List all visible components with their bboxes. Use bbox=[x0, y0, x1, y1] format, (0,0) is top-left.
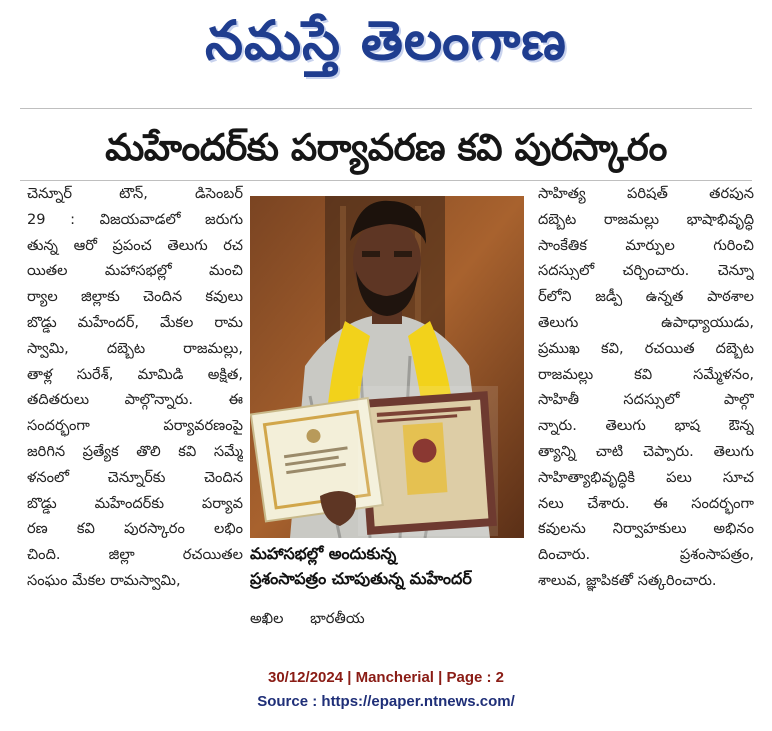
article-photo bbox=[250, 196, 524, 538]
article-line: న్నారు. తెలుగు భాష ఔన్న bbox=[538, 417, 754, 435]
bottom-word-2: భారతీయ bbox=[310, 610, 365, 627]
article-line: సంఘం మేకల రామస్వామి, bbox=[27, 571, 181, 589]
article-line: తదితరులు పాల్గొన్నారు. ఈ bbox=[27, 391, 243, 409]
masthead-rule bbox=[20, 108, 752, 109]
article-line: తెలుగు ఉపాధ్యాయుడు, bbox=[538, 313, 754, 331]
article-line: త్యాన్ని చాటి చెప్పారు. తెలుగు bbox=[538, 442, 754, 460]
article-line: శాలువ, జ్ఞాపికతో సత్కరించారు. bbox=[538, 571, 717, 589]
caption-line-1: మహాసభల్లో అందుకున్న bbox=[250, 544, 397, 563]
article-left-column bbox=[27, 181, 243, 594]
article-line: సాహితీ సదస్సులో పాల్గొ bbox=[538, 391, 754, 409]
masthead-title: నమస్తే తెలంగాణ bbox=[205, 9, 567, 72]
article-line: రణ కవి పురస్కారం లభిం bbox=[27, 520, 243, 538]
article-bottom-center bbox=[250, 606, 540, 632]
article-line: దించారు. ప్రశంసాపత్రం, bbox=[538, 546, 754, 564]
footer-source: Source : https://epaper.ntnews.com/ bbox=[257, 693, 515, 710]
article-headline: మహేందర్‌కు పర్యావరణ కవి పురస్కారం bbox=[105, 126, 667, 169]
article-line: తాళ్ల సురేశ్, మామిడి అక్షిత, bbox=[27, 365, 243, 383]
plastic-wrap bbox=[358, 386, 498, 536]
article-line: బొడ్డు మహేందర్, మేకల రామ bbox=[27, 313, 243, 331]
article-line: చింది. జిల్లా రచయితల bbox=[27, 546, 243, 564]
photo-caption bbox=[250, 541, 526, 591]
article-line: సదస్సులో చర్చించారు. చెన్నూ bbox=[538, 262, 754, 280]
article-line: నలు చేశారు. ఈ సందర్భంగా bbox=[538, 494, 754, 512]
article-line: బొడ్డు మహేందర్‌కు పర్యావ bbox=[27, 494, 243, 512]
bottom-word-1: అఖిల bbox=[250, 610, 284, 627]
article-line: రాజమల్లు కవి సమ్మేళనం, bbox=[538, 365, 754, 383]
article-line: సాంకేతిక మార్పుల గురించి bbox=[538, 236, 754, 254]
article-line: కవులను నిర్వాహకులు అభినం bbox=[538, 520, 754, 538]
photo-illustration bbox=[250, 196, 524, 538]
caption-line-2: ప్రశంసాపత్రం చూపుతున్న మహేందర్ bbox=[250, 569, 472, 588]
article-line: దబ్బెట రాజమల్లు భాషాభివృద్ధి bbox=[538, 210, 754, 228]
article-line: సందర్భంగా పర్యావరణంపై bbox=[27, 417, 243, 435]
article-line: యితల మహాసభల్లో మంచి bbox=[27, 262, 243, 280]
article-right-column bbox=[538, 181, 754, 594]
footer-date-edition: 30/12/2024 | Mancherial | Page : 2 bbox=[267, 669, 505, 686]
article-line: ళనంలో చెన్నూర్‌కు చెందిన bbox=[27, 468, 243, 486]
article-line: తున్న ఆరో ప్రపంచ తెలుగు రచ bbox=[27, 236, 243, 254]
article-line: స్వామి, దబ్బెట రాజమల్లు, bbox=[27, 339, 243, 357]
article-line: 29 : విజయవాడలో జరుగు bbox=[27, 210, 243, 228]
article-line: జరిగిన ప్రత్యేక తొలి కవి సమ్మే bbox=[27, 442, 243, 460]
article-line: ర్యాల జిల్లాకు చెందిన కవులు bbox=[27, 288, 243, 306]
article-line: ప్రముఖ కవి, రచయిత దబ్బెట bbox=[538, 339, 754, 357]
article-line: ర్‌లోని జడ్పీ ఉన్నత పాఠశాల bbox=[538, 288, 754, 306]
article-line: సాహిత్య పరిషత్ తరపున bbox=[538, 185, 754, 202]
article-line: చెన్నూర్ టౌన్, డిసెంబర్ bbox=[27, 185, 243, 202]
article-line: సాహిత్యాభివృద్ధికి పలు సూచ bbox=[538, 468, 754, 486]
